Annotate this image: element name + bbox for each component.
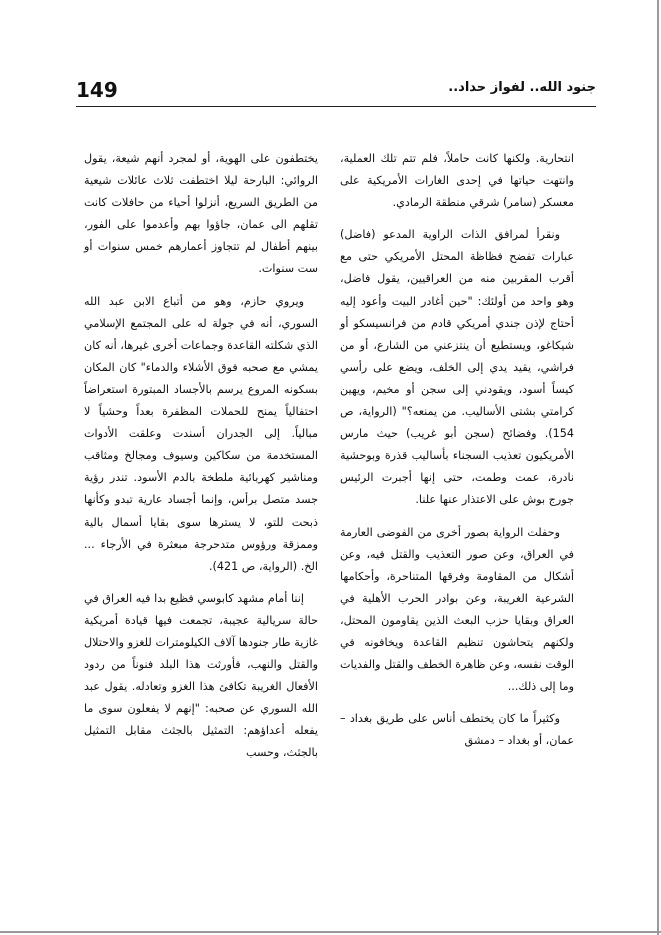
running-head: جنود الله.. لفواز حداد.. — [448, 80, 596, 95]
header-rule — [76, 106, 596, 107]
paragraph: ونقرأ لمرافق الذات الراوية المدعو (فاضل) عبارات تفضح فظاظة المحتل الأمريكي حتى مع أقرب المقربين منه من العراقيين، يقول فاضل، وهو واحد من أولئك: "حين أغادر البيت وأعود إليه أحتاج لإذن جندي أمريكي قادم من فرانسيسكو أو شيكاغو، ويستطيع أن ينتزعني من الشارع، أو من فراشي، يقيد يدي إلى الخلف، ويضع على رأسي كيساً أسود، ويقودني إلى سجن أو مخيم، ويهين كرامتي بشتى الأساليب. من يمنعه؟" (الرواية، ص 154). وفضائح (سجن أبو غريب) حيث مارس الأمريكيون تعذيب السجناء بأساليب قذرة وبوحشية نادرة، عمت وطمت، حتى إنها أجبرت الرئيس جورج بوش على الاعتذار عنها علنا. — [340, 228, 574, 507]
paragraph: انتحارية. ولكنها كانت حاملاً، فلم تتم تلك العملية، وانتهت حياتها في إحدى الغارات الأمريكية على معسكر (سامر) شرقي منطقة الرمادي. — [340, 152, 574, 210]
page-edge-right — [657, 0, 659, 935]
paragraph: وكثيراً ما كان يختطف أناس على طريق بغداد – عمان، أو بغداد – دمشق — [340, 712, 574, 748]
paragraph: يختطفون على الهوية، أو لمجرد أنهم شيعة، يقول الروائي: البارحة ليلا اختطفت ثلاث عائلات شيعية من الطريق السريع، أنزلوا أحياء من حافلات كانت تقلهم الى عمان، جاؤوا بهم وأعدموا على الفور، بينهم أطفال لم تتجاوز أعمارهم خمس سنوات أو ست سنوات. — [84, 152, 318, 276]
text-column-left — [84, 148, 318, 765]
paragraph: وحفلت الرواية بصور أخرى من الفوضى العارمة في العراق، وعن صور التعذيب والقتل فيه، وعن أشكال من المقاومة وفرقها المتناحرة، وأحكامها الشرعية الغريبة، وعن بوادر الحرب الأهلية في العراق وبقايا حزب البعث الذين يقاومون المحتل، ولكنهم يتحاشون تنظيم القاعدة ويخافونه في الوقت نفسه، وعن ظاهرة الخطف والقتل والفديات وما إلى ذلك... — [340, 525, 574, 694]
page-number: 149 — [76, 78, 118, 102]
page-header — [76, 74, 596, 114]
paragraph: ويروي حازم، وهو من أتباع الابن عبد الله السوري، أنه في جولة له على المجتمع الإسلامي الذي شكلته القاعدة وجماعات أخرى غيرها، أنه كان يمشي مع صحبه فوق الأشلاء والدماء" كان المكان بسكونه المروع يرسم بالأجساد المبتورة استعراضاً احتفالياً يمنح للحملات المظفرة بعداً وحشياً لا مبالياً. إلى الجدران أسندت وعلقت الأدوات المستخدمة من سكاكين وسيوف ومجالخ ومثاقب ومناشير كهربائية ملطخة بالدم الأسود. تندر رؤية جسد متصل برأس، وإنما أجساد عارية تبدو وكأنها ذبحت للتو، لا يسترها سوى بقايا أسمال بالية وممزقة ورؤوس متدحرجة مبعثرة في الأرجاء ... الخ. (الرواية، ص 421). — [84, 294, 318, 573]
page-edge-bottom — [0, 931, 661, 933]
text-column-right — [340, 148, 574, 752]
paragraph: إننا أمام مشهد كابوسي فظيع بدا فيه العراق في حالة سريالية عجيبة، تجمعت فيها قيادة أمريكية غازية طار جنودها آلاف الكيلومترات للغزو والاحتلال والقتل والنهب، فأورثت هذا البلد فنوناً من ردود الأفعال الغريبة تكافئ هذا الغزو وتعادله. يقول عبد الله السوري عن صحبه: "إنهم لا يفعلون سوى ما يفعله أعداؤهم: التمثيل بالجثث مقابل التمثيل بالجثث، وحسب — [84, 591, 318, 760]
